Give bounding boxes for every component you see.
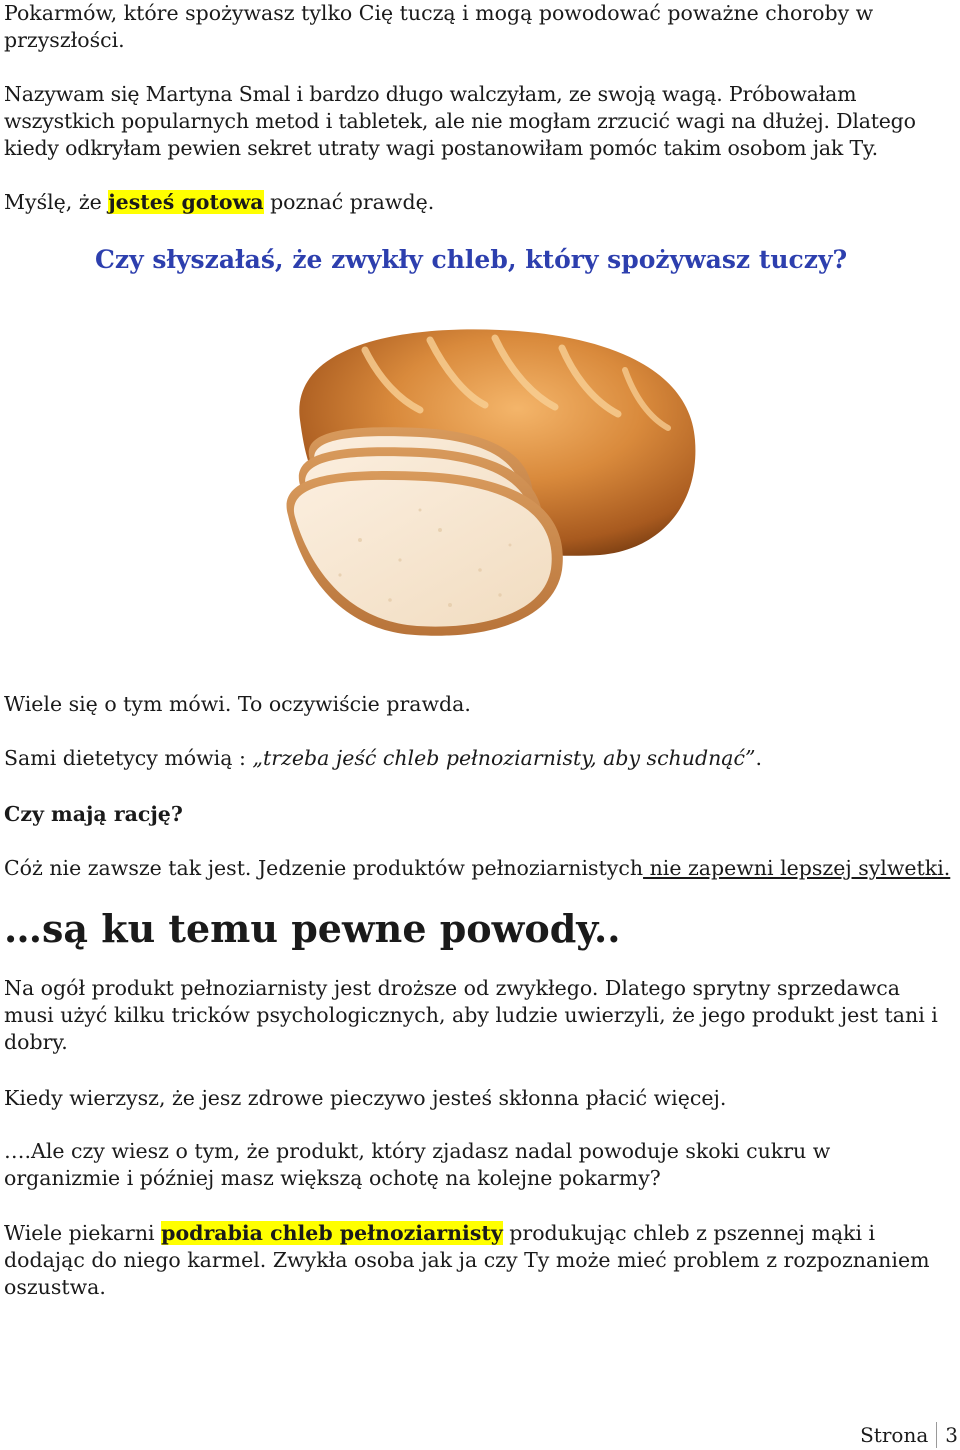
dietetycy-quote-paragraph (4, 745, 952, 772)
coz-text: Cóż nie zawsze tak jest. Jedzenie produktów pełnoziarnistych (4, 856, 644, 880)
wiele-piekarni-before: Wiele piekarni (4, 1221, 162, 1245)
intro-paragraph-2: Nazywam się Martyna Smal i bardzo długo walczyłam, ze swoją wagą. Próbowałam wszystkich popularnych metod i tabletek, ale nie mogłam zrzucić wagi na dłużej. Dlatego kiedy odkryłam pewien sekret utraty wagi postanowiłam pomóc takim osobom jak Ty. (4, 82, 916, 160)
section-heading-powody: …są ku temu pewne powody.. (4, 906, 621, 951)
dietetycy-period: . (755, 746, 762, 770)
dietetycy-text: Sami dietetycy mówią : (4, 746, 253, 770)
highlight-podrabia-chleb: podrabia chleb pełnoziarnisty (161, 1221, 503, 1245)
wiele-piekarni-paragraph (4, 1220, 952, 1301)
dietetycy-quote: „trzeba jeść chleb pełnoziarnisty, aby schudnąć” (252, 746, 756, 770)
wiele-sie-o-tym-mowi: Wiele się o tym mówi. To oczywiście prawda. (4, 692, 471, 716)
wiele-piekarni-after: produkując chleb z pszennej mąki i dodając do niego karmel. Zwykła osoba jak ja czy Ty może mieć problem z rozpoznaniem oszustwa. (4, 1221, 930, 1299)
footer-page-number: 3 (945, 1423, 958, 1447)
coz-underline: nie zapewni lepszej sylwetki. (643, 856, 951, 880)
coz-nie-zawsze-paragraph (4, 855, 952, 882)
kiedy-wierzysz-paragraph: Kiedy wierzysz, że jesz zdrowe pieczywo jesteś skłonna płacić więcej. (4, 1086, 727, 1110)
intro-paragraph-3 (4, 189, 952, 216)
highlight-jestes-gotowa: jesteś gotowa (108, 190, 264, 214)
ale-czy-wiesz-paragraph: ….Ale czy wiesz o tym, że produkt, który zjadasz nadal powoduje skoki cukru w organizmie i później masz większą ochotę na kolejne pokarmy? (4, 1139, 831, 1190)
bread-loaf-image (270, 310, 710, 670)
intro-p3-after: poznać prawdę. (263, 190, 435, 214)
footer-label: Strona (860, 1423, 929, 1447)
page-footer (860, 1422, 958, 1448)
na-ogol-paragraph: Na ogół produkt pełnoziarnisty jest droższe od zwykłego. Dlatego sprytny sprzedawca musi użyć kilku tricków psychologicznych, aby ludzie uwierzyli, że jego produkt jest tani i dobry. (4, 976, 938, 1054)
intro-p3-before: Myślę, że (4, 190, 109, 214)
czy-maja-racje: Czy mają rację? (4, 802, 183, 826)
footer-separator (936, 1422, 937, 1448)
intro-paragraph-1: Pokarmów, które spożywasz tylko Cię tuczą i mogą powodować poważne choroby w przyszłości. (4, 1, 874, 52)
bread-question-heading: Czy słyszałaś, że zwykły chleb, który spożywasz tuczy? (95, 245, 848, 274)
